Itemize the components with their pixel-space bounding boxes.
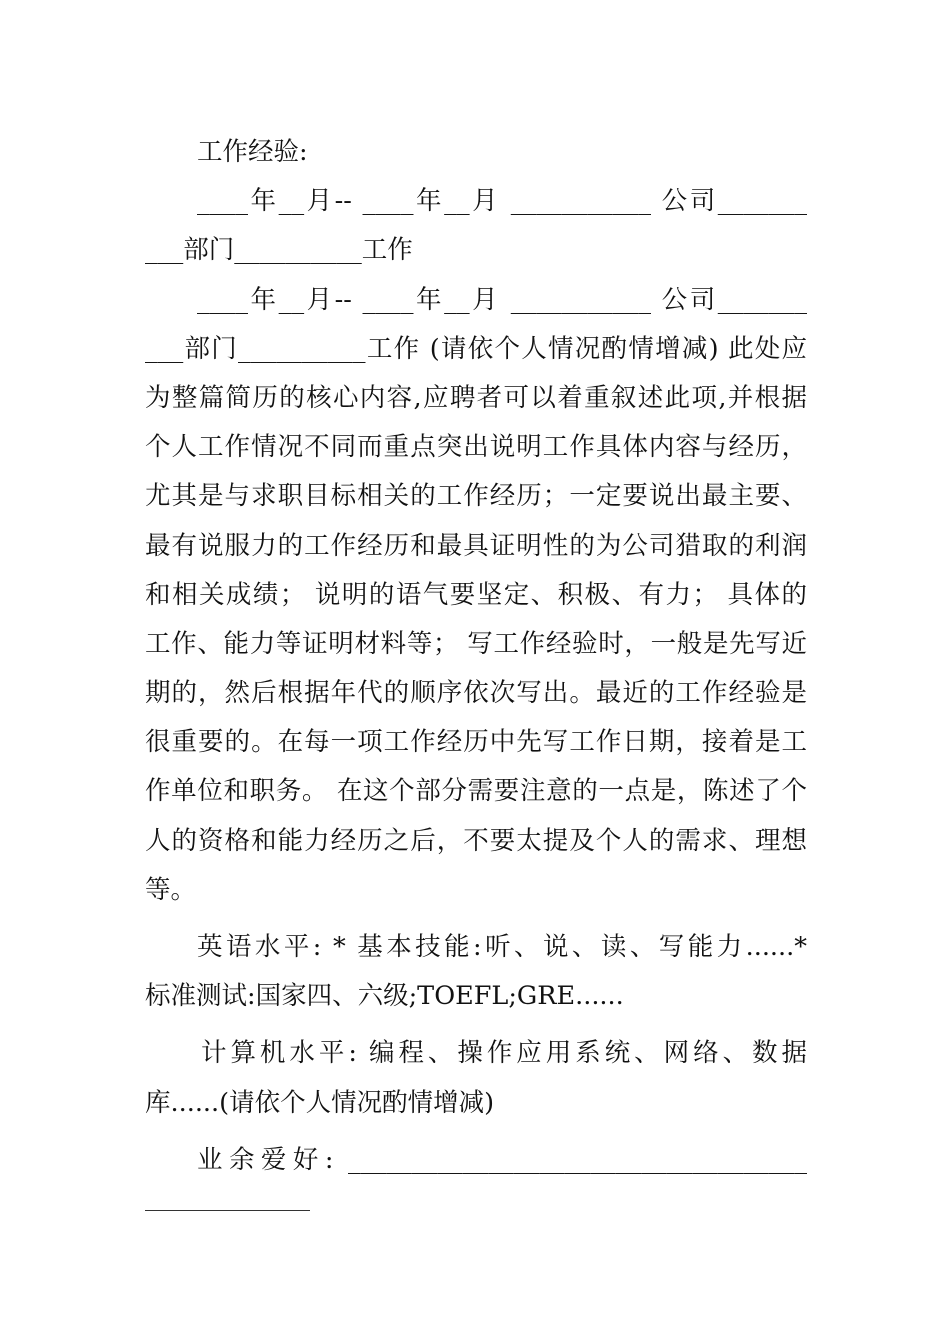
work-experience-heading: 工作经验: xyxy=(197,137,308,167)
body-line: 尤其是与求职目标相关的工作经历；一定要说出最主要、 xyxy=(145,481,807,512)
english-level-line2: 标准测试:国家四、六级;TOEFL;GRE...... xyxy=(145,981,624,1012)
computer-level-line1: 计算机水平: 编程、操作应用系统、网络、数据 xyxy=(201,1038,807,1069)
hobby-fill-line xyxy=(145,1185,807,1233)
body-line: 个人工作情况不同而重点突出说明工作具体内容与经历， xyxy=(145,432,807,463)
body-line: 和相关成绩； 说明的语气要坚定、积极、有力； 具体的 xyxy=(145,579,807,610)
computer-level-line2: 库......(请依个人情况酌情增减) xyxy=(145,1087,495,1118)
body-line: 为整篇简历的核心内容,应聘者可以着重叙述此项,并根据 xyxy=(145,382,807,413)
body-line: 最有说服力的工作经历和最具证明性的为公司猎取的利润 xyxy=(145,530,807,561)
resume-document xyxy=(145,128,807,1233)
hobby-line: 业余爱好: ____________________________________ xyxy=(197,1144,807,1175)
body-line: 期的，然后根据年代的顺序依次写出。最近的工作经验是 xyxy=(145,678,807,709)
body-line: 工作、能力等证明材料等； 写工作经验时，一般是先写近 xyxy=(145,628,807,659)
body-line: 人的资格和能力经历之后，不要太提及个人的需求、理想 xyxy=(145,825,807,856)
english-level-line1: 英语水平: * 基本技能:听、说、读、写能力......* xyxy=(197,932,807,962)
work-entry-2-dates-company: ____年__月-- ____年__月 ___________ 公司_______ xyxy=(197,284,807,315)
body-line: 等。 xyxy=(145,874,197,905)
body-line: ___部门__________工作 (请依个人情况酌情增减) 此处应 xyxy=(145,333,807,364)
work-entry-1-dept: ___部门__________工作 xyxy=(145,235,413,266)
body-line: 作单位和职务。 在这个部分需要注意的一点是，陈述了个 xyxy=(145,776,807,807)
body-line: 很重要的。在每一项工作经历中先写工作日期，接着是工 xyxy=(145,727,807,758)
work-entry-1-dates-company: ____年__月-- ____年__月 ___________ 公司_______ xyxy=(197,186,807,217)
